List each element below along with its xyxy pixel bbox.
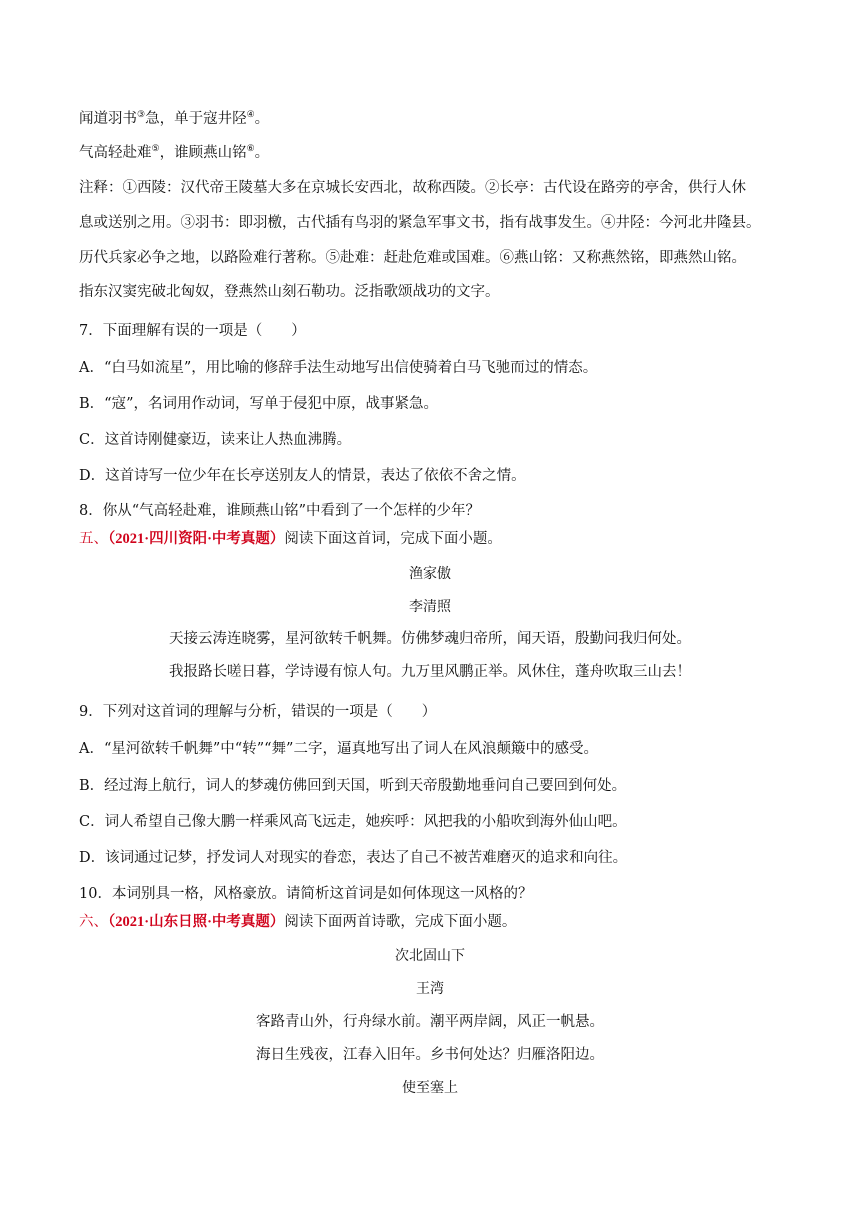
poem-title-shizhisaishang: 使至塞上 xyxy=(402,1080,458,1096)
poem-yujiaao-line-2: 我报路长嗟日暮，学诗谩有惊人句。九万里风鹏正举。风休住，蓬舟吹取三山去！ xyxy=(169,664,691,680)
annotation-line-1: 注释：①西陵：汉代帝王陵墓大多在京城长安西北，故称西陵。②长亭：古代设在路旁的亭舍，供行人休 xyxy=(79,180,746,196)
question-7-option-d: D．这首诗写一位少年在长亭送别友人的情景，表达了依依不舍之情。 xyxy=(79,468,526,484)
annotation-line-3: 历代兵家必争之地，以路险难行著称。⑤赴难：赶赴危难或国难。⑥燕山铭：又称燕然铭，即燕然山铭。 xyxy=(79,250,746,266)
poem-beigushan-line-1: 客路青山外，行舟绿水前。潮平两岸阔，风正一帆悬。 xyxy=(256,1014,604,1030)
section-6-heading xyxy=(79,912,516,932)
question-10-stem: 10．本词别具一格，风格豪放。请简析这首词是如何体现这一风格的？ xyxy=(79,886,533,902)
section-6-number: 六、 xyxy=(79,914,108,930)
poem-yujiaao-line-1: 天接云涛连晓雾，星河欲转千帆舞。仿佛梦魂归帝所，闻天语，殷勤问我归何处。 xyxy=(169,631,691,647)
section-5-number: 五、 xyxy=(79,531,108,547)
question-9-option-b: B．经过海上航行，词人的梦魂仿佛回到天国，听到天帝殷勤地垂问自己要回到何处。 xyxy=(79,778,627,794)
question-9-stem: 9．下列对这首词的理解与分析，错误的一项是（ ） xyxy=(79,704,437,720)
poem-line-2: 气高轻赴难⑤，谁顾燕山铭⑥。 xyxy=(79,144,270,161)
question-7-option-c: C．这首诗刚健豪迈，读来让人热血沸腾。 xyxy=(79,432,352,448)
annotation-line-2: 息或送别之用。③羽书：即羽檄，古代插有鸟羽的紧急军事文书，指有战事发生。④井陉：今河北井隆县。 xyxy=(79,215,761,231)
question-7-stem: 7．下面理解有误的一项是（ ） xyxy=(79,323,306,339)
poem-author-wang-wan: 王湾 xyxy=(416,981,444,997)
poem-line-1: 闻道羽书③急，单于寇井陉④。 xyxy=(79,110,270,127)
annotation-line-4: 指东汉窦宪破北匈奴，登燕然山刻石勒功。泛指歌颂战功的文字。 xyxy=(79,284,500,300)
question-7-option-a: A．“白马如流星”，用比喻的修辞手法生动地写出信使骑着白马飞驰而过的情态。 xyxy=(79,360,598,376)
question-8-stem: 8．你从“气高轻赴难，谁顾燕山铭”中看到了一个怎样的少年？ xyxy=(79,503,481,519)
section-6-source: （2021·山东日照·中考真题） xyxy=(108,914,285,930)
poem-title-yujiaao: 渔家傲 xyxy=(409,566,451,582)
section-6-instruction: 阅读下面两首诗歌，完成下面小题。 xyxy=(284,914,517,930)
question-9-option-d: D．该词通过记梦，抒发词人对现实的眷恋，表达了自己不被苦难磨灭的追求和向往。 xyxy=(79,850,628,866)
question-7-option-b: B．“寇”，名词用作动词，写单于侵犯中原，战事紧急。 xyxy=(79,396,438,412)
section-5-instruction: 阅读下面这首词，完成下面小题。 xyxy=(284,531,502,547)
section-5-source: （2021·四川资阳·中考真题） xyxy=(108,531,285,547)
poem-beigushan-line-2: 海日生残夜，江春入旧年。乡书何处达？归雁洛阳边。 xyxy=(256,1047,604,1063)
poem-title-beigushan: 次北固山下 xyxy=(395,948,465,964)
question-9-option-a: A．“星河欲转千帆舞”中“转”“舞”二字，逼真地写出了词人在风浪颠簸中的感受。 xyxy=(79,741,598,757)
question-9-option-c: C．词人希望自己像大鹏一样乘风高飞远走，她疾呼：风把我的小船吹到海外仙山吧。 xyxy=(79,814,627,830)
section-5-heading xyxy=(79,529,502,549)
poem-author-li-qingzhao: 李清照 xyxy=(409,599,451,615)
